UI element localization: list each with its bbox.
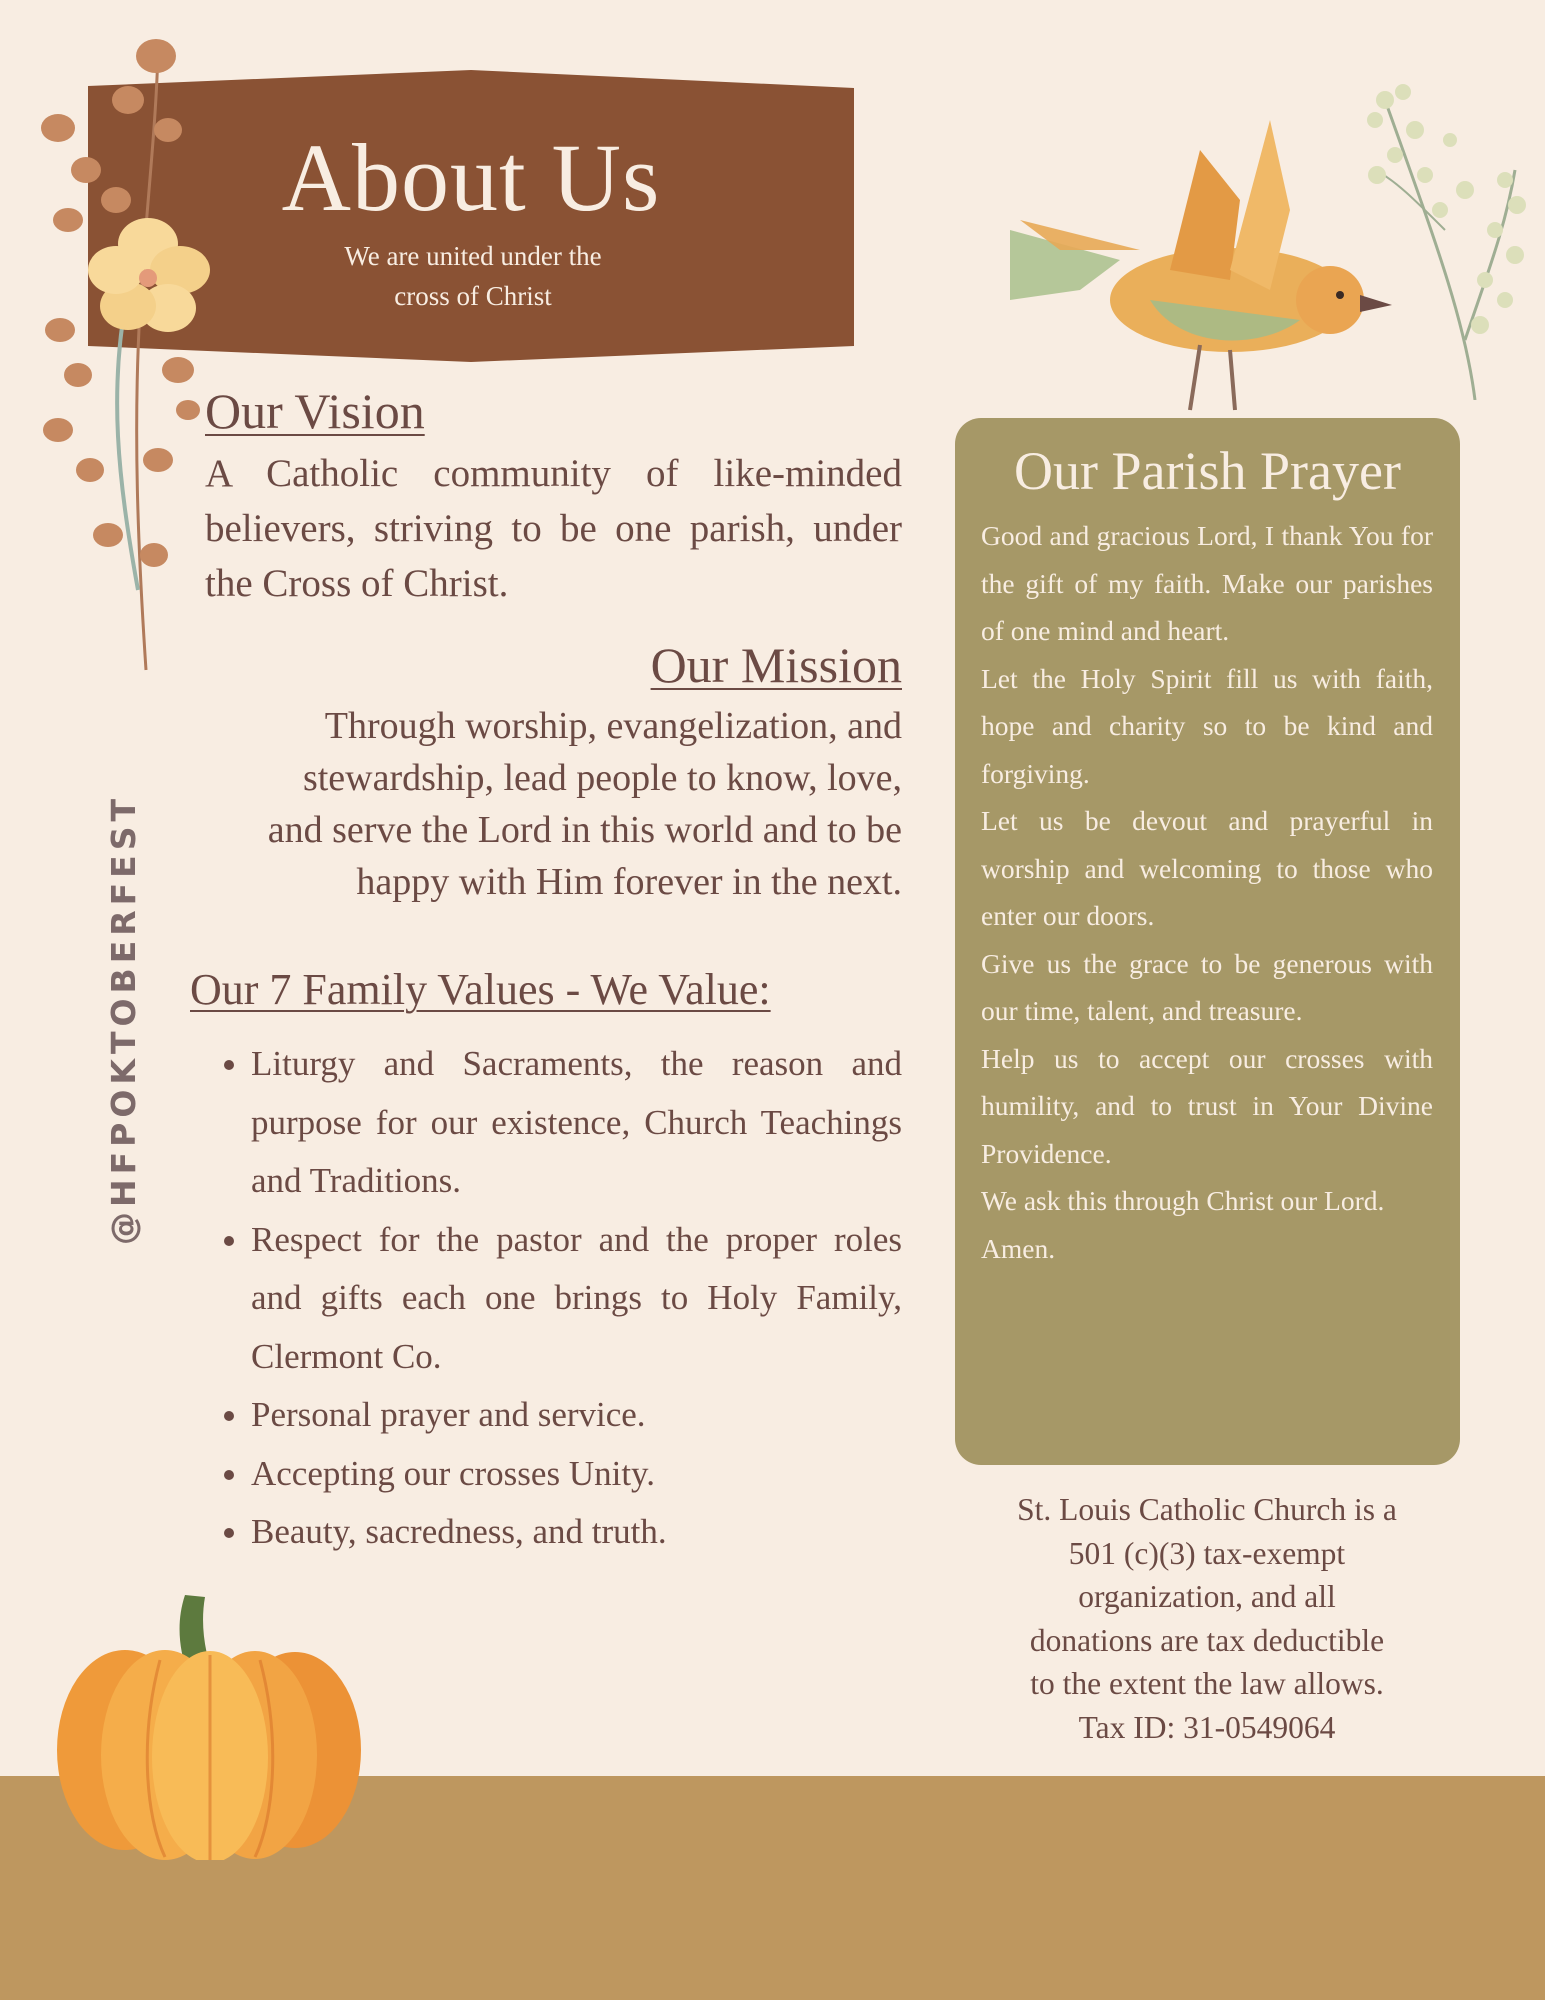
pumpkin-icon xyxy=(55,1585,365,1860)
values-heading: Our 7 Family Values - We Value: xyxy=(190,965,771,1014)
vision-text: A Catholic community of like-minded believers, striving to be one parish, under the Cross of Christ. xyxy=(205,452,902,605)
mission-heading: Our Mission xyxy=(650,637,902,693)
mission-line: stewardship, lead people to know, love, xyxy=(302,757,902,799)
mission-line: and serve the Lord in this world and to be xyxy=(267,809,902,851)
values-list xyxy=(205,1035,902,1562)
page-title: About Us xyxy=(281,124,661,231)
prayer-paragraph: Let the Holy Spirit fill us with faith, hope and charity so to be kind and forgiving. xyxy=(981,662,1433,789)
mission-text xyxy=(195,700,902,908)
prayer-paragraph: We ask this through Christ our Lord. xyxy=(981,1185,1385,1216)
prayer-paragraph: Let us be devout and prayerful in worship and welcoming to those who enter our doors. xyxy=(981,805,1433,931)
subtitle-line: We are united under the xyxy=(344,241,602,271)
prayer-body xyxy=(981,512,1433,1272)
prayer-paragraph: Give us the grace to be generous with our time, talent, and treasure. xyxy=(981,947,1433,1026)
page-subtitle xyxy=(288,236,658,316)
prayer-card xyxy=(955,418,1460,1465)
prayer-paragraph: Help us to accept our crosses with humility, and to trust in Your Divine Providence. xyxy=(981,1042,1433,1169)
bird-icon xyxy=(1000,90,1400,420)
tax-note-line: donations are tax deductible xyxy=(1029,1622,1385,1658)
tax-note-line: Tax ID: 31-0549064 xyxy=(1078,1709,1336,1745)
subtitle-line: cross of Christ xyxy=(394,281,552,311)
mission-line: happy with Him forever in the next. xyxy=(356,861,902,903)
list-item: • Personal prayer and service. xyxy=(251,1386,902,1445)
list-item: • Respect for the pastor and the proper roles and gifts each one brings to Holy Family, Clermont Co. xyxy=(251,1211,902,1387)
social-handle: @HFPOKTOBERFEST xyxy=(104,793,143,1245)
prayer-paragraph: Good and gracious Lord, I thank You for the gift of my faith. Make our parishes of one mind and heart. xyxy=(981,520,1433,646)
list-item: • Accepting our crosses Unity. xyxy=(251,1445,902,1504)
prayer-title: Our Parish Prayer xyxy=(1014,441,1401,501)
list-item: • Liturgy and Sacraments, the reason and purpose for our existence, Church Teachings and Traditions. xyxy=(251,1035,902,1211)
tax-note-line: St. Louis Catholic Church is a xyxy=(1017,1492,1397,1527)
tax-note-line: organization, and all xyxy=(1078,1579,1336,1614)
mission-line: Through worship, evangelization, and xyxy=(324,705,902,747)
babys-breath-icon xyxy=(1355,80,1530,400)
list-item: • Beauty, sacredness, and truth. xyxy=(251,1503,902,1562)
tax-note-line: to the extent the law allows. xyxy=(1030,1666,1384,1701)
prayer-paragraph: Amen. xyxy=(981,1232,1056,1264)
tax-note-line: 501 (c)(3) tax-exempt xyxy=(1068,1535,1346,1571)
vision-heading: Our Vision xyxy=(205,383,425,439)
tax-note xyxy=(983,1488,1431,1749)
